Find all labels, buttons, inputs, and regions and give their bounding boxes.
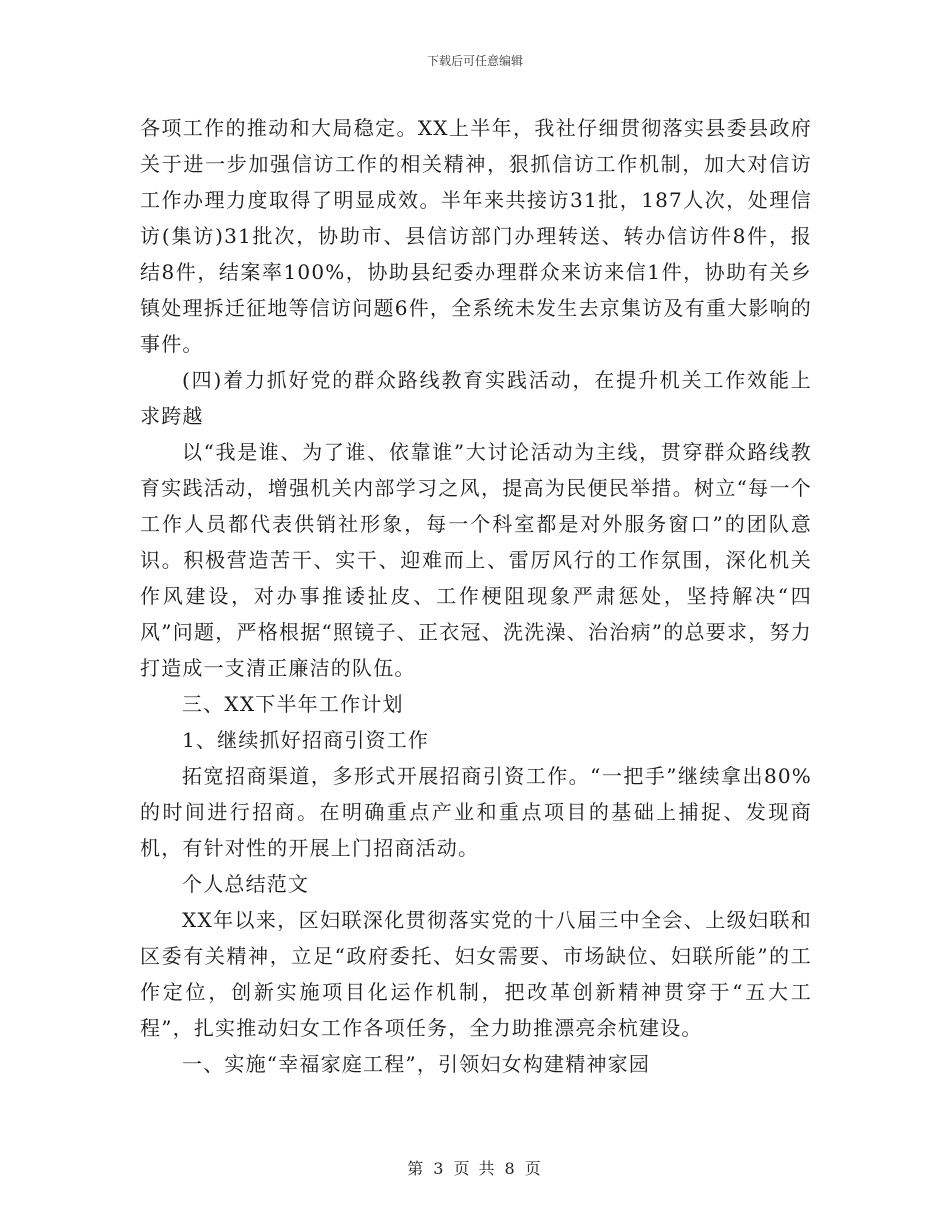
paragraph-3: 以“我是谁、为了谁、依靠谁”大讨论活动为主线，贯穿群众路线教育实践活动，增强机关内部学习之风，提高为民便民举措。树立“每一个工作人员都代表供销社形象，每一个科室都是对外服务窗口”的团队意识。积极营造苦干、实干、迎难而上、雷厉风行的工作氛围，深化机关作风建设，对办事推诿扯皮、工作梗阻现象严肃惩处，坚持解决“四风”问题，严格根据“照镜子、正衣冠、洗洗澡、治治病”的总要求，努力打造成一支清正廉洁的队伍。 [140,440,812,680]
paragraph-womens-federation: XX年以来，区妇联深化贯彻落实党的十八届三中全会、上级妇联和区委有关精神，立足“政府委托、妇女需要、市场缺位、妇联所能”的工作定位，创新实施项目化运作机制，把改革创新精神贯穿于“五大工程”，扎实推动妇女工作各项任务，全力助推漂亮余杭建设。 [140,908,812,1040]
document-body [140,110,812,1082]
footer-total-pages: 8 [504,1159,517,1178]
heading-happy-family: 一、实施“幸福家庭工程”，引领妇女构建精神家园 [182,1052,651,1076]
page-footer [0,1156,950,1179]
title-personal-summary: 个人总结范文 [182,872,310,896]
paragraph-1: 各项工作的推动和大局稳定。XX上半年，我社仔细贯彻落实县委县政府关于进一步加强信访工作的相关精神，狠抓信访工作机制，加大对信访工作办理力度取得了明显成效。半年来共接访31批，187人次，处理信访(集访)31批次，协助市、县信访部门办理转送、转办信访件8件，报结8件，结案率100%，协助县纪委办理群众来访来信1件，协助有关乡镇处理拆迁征地等信访问题6件，全系统未发生去京集访及有重大影响的事件。 [140,116,812,356]
footer-prefix: 第 [407,1159,426,1178]
footer-suffix: 页 [524,1159,543,1178]
subheading-investment: 1、继续抓好招商引资工作 [182,728,430,752]
paragraph-2-heading: (四)着力抓好党的群众路线教育实践活动，在提升机关工作效能上求跨越 [140,368,812,428]
footer-middle: 页 共 [453,1159,497,1178]
footer-page-number: 3 [433,1159,446,1178]
paragraph-investment: 拓宽招商渠道，多形式开展招商引资工作。“一把手”继续拿出80%的时间进行招商。在明确重点产业和重点项目的基础上捕捉、发现商机，有针对性的开展上门招商活动。 [140,764,812,860]
page-header: 下载后可任意编辑 [426,54,523,68]
section-heading-plan: 三、XX下半年工作计划 [182,692,404,716]
